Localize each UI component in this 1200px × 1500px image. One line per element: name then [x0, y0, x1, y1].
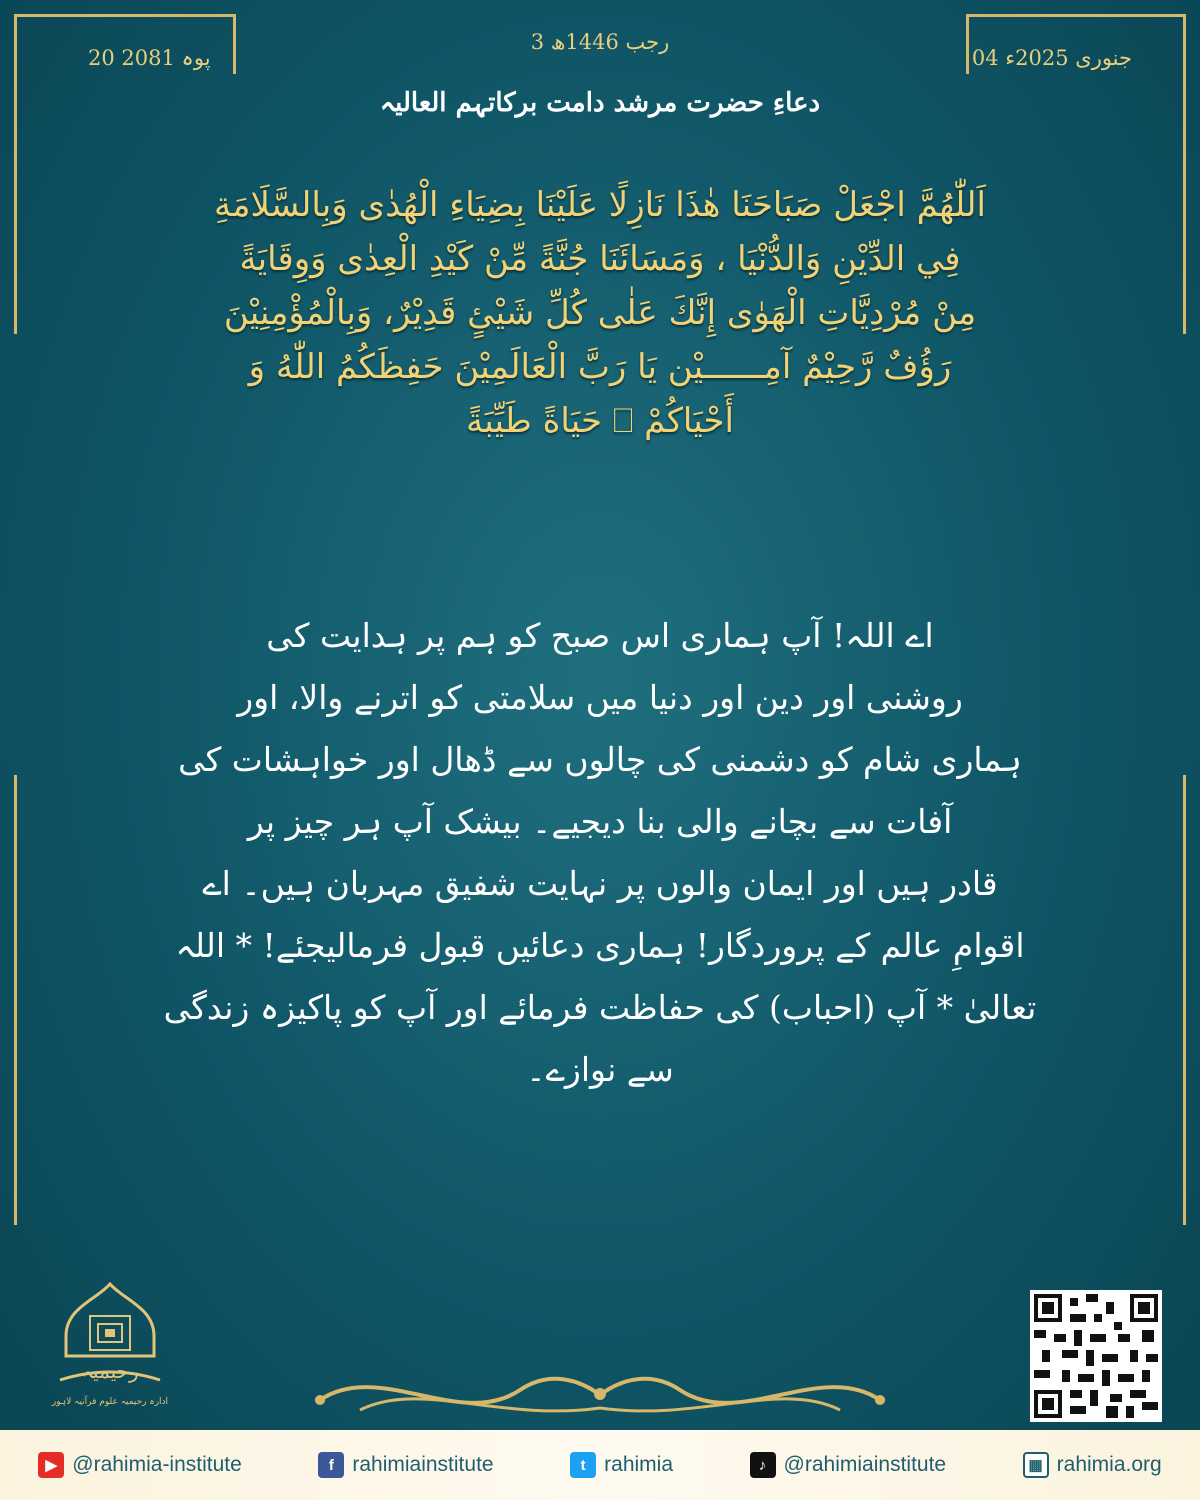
- arabic-line: فِي الدِّيْنِ وَالدُّنْيَا ، وَمَسَائَنَا جُنَّةً مِّنْ كَيْدِ الْعِدٰى وَوِقَايَةً: [239, 239, 961, 279]
- tiktok-handle: @rahimiainstitute: [783, 1453, 947, 1476]
- urdu-line: تعالیٰ * آپ (احباب) کی حفاظت فرمائے اور آپ کو پاکیزہ زندگی: [163, 988, 1037, 1027]
- urdu-line: اقوامِ عالم کے پروردگار! ہماری دعائیں قبول فرمالیجئے! * اللہ: [175, 926, 1025, 965]
- urdu-line: اے اللہ! آپ ہماری اس صبح کو ہم پر ہدایت کی: [266, 616, 934, 655]
- tiktok-icon: ♪: [750, 1452, 776, 1478]
- arabic-line: اَللّٰهُمَّ اجْعَلْ صَبَاحَنَا هٰذَا نَازِلًا عَلَيْنَا بِضِيَاءِ الْهُدٰى وَبِالسَّلَامَةِ: [214, 185, 986, 225]
- urdu-line: روشنی اور دین اور دنیا میں سلامتی کو اترنے والا، اور: [237, 678, 963, 717]
- youtube-icon: ▶: [38, 1452, 64, 1478]
- footer-social-bar: [0, 1430, 1200, 1500]
- twitter-handle: rahimia: [604, 1453, 673, 1476]
- gregorian-date: 04 جنوری 2025ء: [971, 46, 1132, 70]
- bikrami-date: 20 پوہ 2081: [88, 46, 211, 70]
- urdu-line: قادر ہیں اور ایمان والوں پر نہایت شفیق مہربان ہیں۔ اے: [202, 864, 998, 903]
- hijri-date: 3 رجب 1446ھ: [530, 30, 670, 54]
- frame-right-lower: [1183, 775, 1186, 1225]
- tiktok-link[interactable]: [750, 1452, 947, 1478]
- logo-text: رحیمیہ: [81, 1359, 139, 1383]
- arabic-line: أَحْيَاكُمْ ⎕ حَيَاةً طَيِّبَةً: [466, 401, 734, 441]
- arabic-line: رَؤُفٌ رَّحِيْمٌ آمِــــــيْن يَا رَبَّ الْعَالَمِيْنَ حَفِظَكُمُ اللّٰهُ وَ: [248, 347, 952, 387]
- facebook-handle: rahimiainstitute: [352, 1453, 494, 1476]
- arabic-line: مِنْ مُرْدِيَّاتِ الْهَوٰى إِنَّكَ عَلٰى كُلِّ شَيْئٍ قَدِيْرٌ، وَبِالْمُؤْمِنِيْنَ: [223, 293, 977, 333]
- website-link[interactable]: [1023, 1452, 1162, 1478]
- twitter-icon: t: [570, 1452, 596, 1478]
- urdu-translation: [120, 605, 1080, 1101]
- twitter-link[interactable]: [570, 1452, 673, 1478]
- frame-top-right: [966, 14, 1186, 17]
- urdu-line: آفات سے بچانے والی بنا دیجیے۔ بیشک آپ ہر چیز پر: [247, 802, 953, 841]
- facebook-icon: f: [318, 1452, 344, 1478]
- qr-code: [1030, 1290, 1162, 1422]
- frame-left-upper: [14, 14, 17, 334]
- frame-top-left: [14, 14, 234, 17]
- urdu-line: سے نوازے۔: [526, 1050, 674, 1089]
- facebook-link[interactable]: [318, 1452, 493, 1478]
- frame-right-upper: [1183, 14, 1186, 334]
- frame-left-lower: [14, 775, 17, 1225]
- web-icon: ▦: [1023, 1452, 1049, 1478]
- rahimia-logo: [40, 1280, 180, 1420]
- qr-code-icon: [1034, 1294, 1158, 1418]
- youtube-link[interactable]: [38, 1452, 242, 1478]
- page-title: دعاءِ حضرت مرشد دامت برکاتہم العالیہ: [379, 88, 821, 118]
- arabic-dua: [120, 178, 1080, 448]
- ornament-divider-icon: [300, 1360, 900, 1430]
- logo-emblem-icon: [40, 1280, 180, 1420]
- website-url: rahimia.org: [1056, 1453, 1162, 1476]
- urdu-line: ہماری شام کو دشمنی کی چالوں سے ڈھال اور خواہشات کی: [178, 740, 1022, 779]
- logo-subtitle: ادارہ رحیمیہ علوم قرآنیہ لاہور: [51, 1397, 169, 1407]
- youtube-handle: @rahimia-institute: [72, 1453, 242, 1476]
